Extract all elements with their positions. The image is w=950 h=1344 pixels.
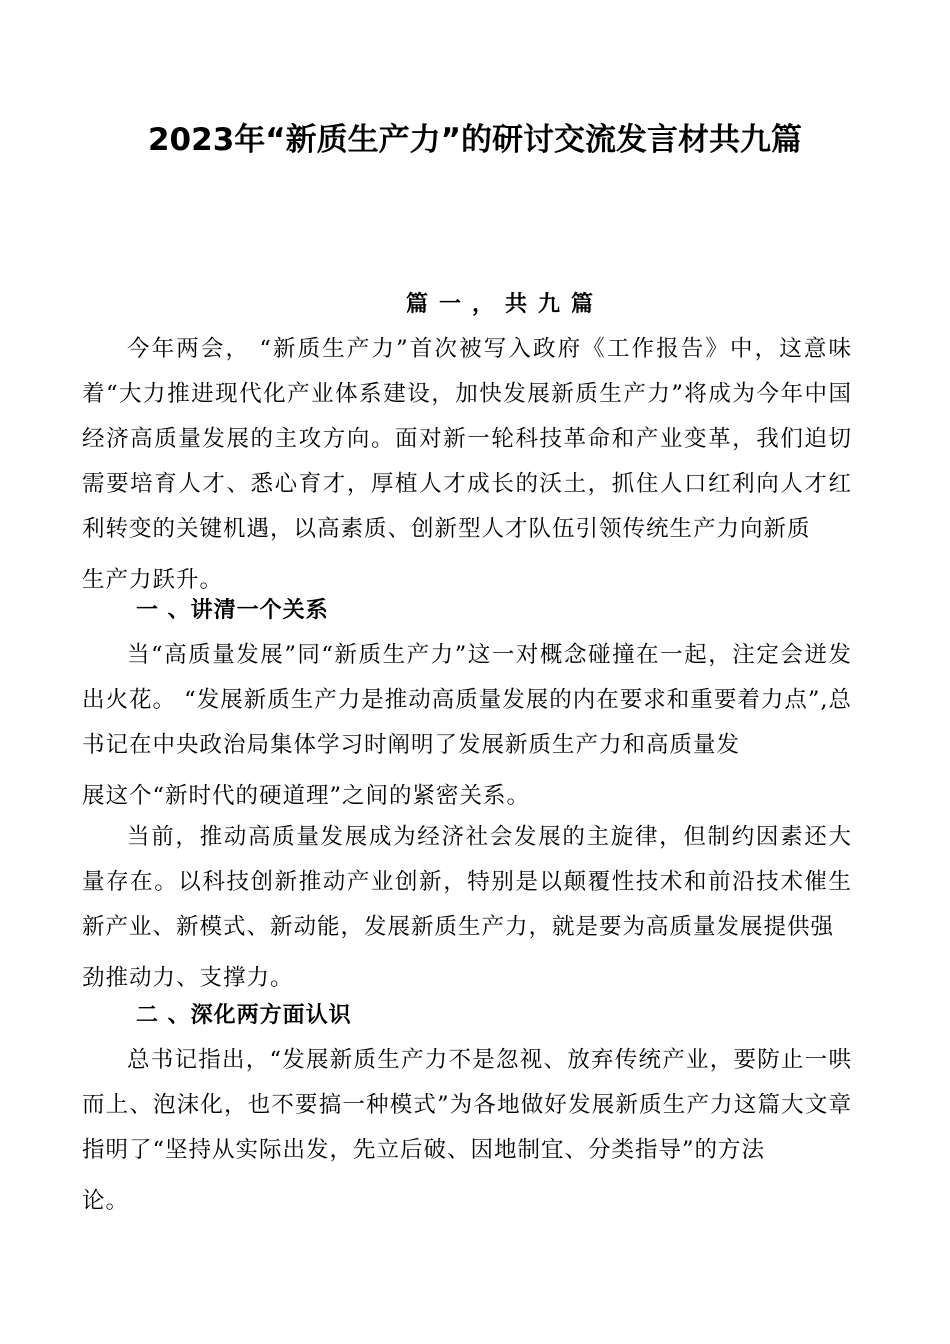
heading-1 bbox=[82, 588, 852, 633]
paragraph-3-text: 当前，推动高质量发展成为经济社会发展的主旋律，但制约因素还大量存在。以科技创新推动产业创新，特别是以颠覆性技术和前沿技术催生新产业、新模式、新动能，发展新质生产力，就是要为高质量发展提供强 bbox=[82, 824, 852, 940]
document-title: 2023年“新质生产力”的研讨交流发言材共九篇 bbox=[147, 122, 803, 158]
paragraph-4 bbox=[82, 1038, 852, 1224]
paragraph-3-last-line: 劲推动力、支撑力。 bbox=[82, 965, 294, 991]
paragraph-2-last-line: 展这个“新时代的硬道理”之间的紧密关系。 bbox=[82, 783, 531, 809]
paragraph-4-last-line: 论。 bbox=[82, 1188, 130, 1214]
paragraph-1-last-line: 生产力跃升。 bbox=[82, 567, 224, 593]
heading-2-text: 二 、深化两方面认识 bbox=[136, 1003, 352, 1028]
paragraph-3 bbox=[82, 815, 852, 1001]
paragraph-2 bbox=[82, 633, 852, 819]
section-title: 篇一，共九篇 bbox=[405, 291, 604, 317]
paragraph-1-text: 今年两会， “新质生产力”首次被写入政府《工作报告》中，这意味着“大力推进现代化产业体系建设，加快发展新质生产力”将成为今年中国经济高质量发展的主攻方向。面对新一轮科技革命和产业变革，我们迫切需要培育人才、悉心育才，厚植人才成长的沃土，抓住人口红利向人才红利转变的关键机遇，以高素质、创新型人才队伍引领传统生产力向新质 bbox=[82, 336, 852, 542]
heading-1-text: 一 、讲清一个关系 bbox=[136, 598, 329, 623]
heading-2 bbox=[82, 993, 852, 1038]
paragraph-2-text: 当“高质量发展”同“新质生产力”这一对概念碰撞在一起，注定会迸发出火花。 “发展新质生产力是推动高质量发展的内在要求和重要着力点”,总书记在中央政治局集体学习时阐明了发展新质生产力和高质量发 bbox=[82, 642, 852, 758]
paragraph-4-text: 总书记指出，“发展新质生产力不是忽视、放弃传统产业，要防止一哄而上、泡沫化，也不要搞一种模式”为各地做好发展新质生产力这篇大文章指明了“坚持从实际出发，先立后破、因地制宜、分类指导”的方法 bbox=[82, 1047, 852, 1163]
paragraph-1 bbox=[82, 327, 852, 603]
